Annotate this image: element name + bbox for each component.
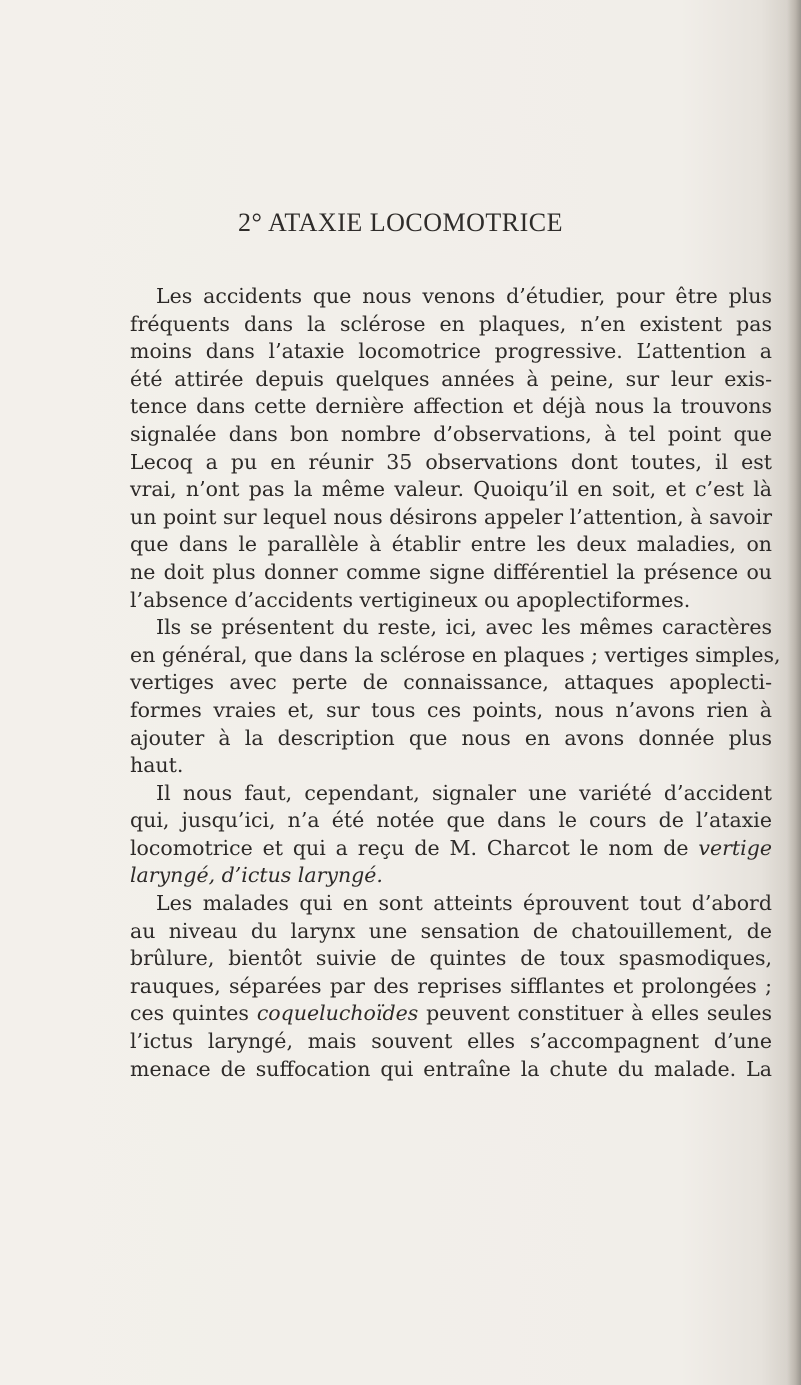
text-line-content: Ils se présentent du reste, ici, avec les mêmes caractères <box>156 615 772 640</box>
text-line-content: locomotrice et qui a reçu de M. Charcot le nom de <box>130 835 689 860</box>
italic-term: vertige <box>698 835 772 860</box>
text-line-content: en général, que dans la sclérose en plaques ; vertiges simples, <box>130 642 781 667</box>
text-line-content: haut. <box>130 753 184 778</box>
text-line-content: que dans le parallèle à établir entre les deux maladies, on <box>130 532 772 557</box>
text-line-content: un point sur lequel nous désirons appeler l’attention, à savoir <box>130 504 772 529</box>
text-line-content: peuvent constituer à elles seules <box>426 1001 772 1026</box>
section-heading: 2° ATAXIE LOCOMOTRICE <box>237 208 564 237</box>
text-line-content: vertiges avec perte de connaissance, attaques apoplecti- <box>130 670 772 695</box>
text-line <box>130 614 772 642</box>
text-line <box>130 338 772 366</box>
text-line <box>130 780 772 808</box>
text-line-content: ces quintes <box>130 1001 249 1026</box>
text-line-content: Les accidents que nous venons d’étudier, pour être plus <box>156 284 772 308</box>
text-line <box>130 697 772 725</box>
text-line <box>130 311 772 339</box>
text-line-content: qui, jusqu’ici, n’a été notée que dans le cours de l’ataxie <box>130 808 772 833</box>
text-line-content: formes vraies et, sur tous ces points, nous n’avons rien à <box>130 697 772 722</box>
text-line-content: Il nous faut, cependant, signaler une variété d’accident <box>156 780 772 805</box>
text-line <box>130 393 772 421</box>
text-line-content: l’absence d’accidents vertigineux ou apoplectiformes. <box>130 587 691 612</box>
text-line <box>130 642 781 670</box>
text-line <box>130 1056 772 1084</box>
text-line <box>130 725 772 753</box>
text-line-content: moins dans l’ataxie locomotrice progressive. L’attention a <box>130 339 772 364</box>
text-line <box>130 918 772 946</box>
text-line <box>130 1000 772 1028</box>
text-line-content: tence dans cette dernière affection et déjà nous la trouvons <box>130 394 772 419</box>
text-line <box>130 835 772 863</box>
italic-term: coqueluchoïdes <box>256 1001 419 1026</box>
text-line <box>130 531 772 559</box>
text-line-content: Les malades qui en sont atteints éprouvent tout d’abord <box>156 891 772 916</box>
text-line-content: au niveau du larynx une sensation de chatouillement, de <box>130 918 772 943</box>
text-line-content: ajouter à la description que nous en avons donnée plus <box>130 725 772 750</box>
text-line <box>130 421 772 449</box>
text-line <box>130 862 772 890</box>
text-line <box>130 449 772 477</box>
text-line <box>130 283 772 311</box>
text-line <box>130 973 772 1001</box>
text-line <box>130 559 772 587</box>
text-line <box>130 945 772 973</box>
text-line <box>130 587 772 615</box>
text-line <box>130 752 772 780</box>
text-line <box>130 504 772 532</box>
text-line-content: ne doit plus donner comme signe différentiel la présence ou <box>130 559 772 584</box>
text-line-content: l’ictus laryngé, mais souvent elles s’accompagnent d’une <box>130 1029 772 1054</box>
text-line-content: vrai, n’ont pas la même valeur. Quoiqu’il en soit, et c’est là <box>130 477 772 502</box>
text-line <box>130 890 772 918</box>
text-line <box>130 1028 772 1056</box>
body-text <box>130 283 781 1083</box>
text-line-content: Lecoq a pu en réunir 35 observations dont toutes, il est <box>130 449 772 474</box>
text-line <box>130 476 772 504</box>
text-line-content: signalée dans bon nombre d’observations, à tel point que <box>130 421 772 446</box>
text-line-content: rauques, séparées par des reprises sifflantes et prolongées ; <box>130 973 772 998</box>
text-line-content: brûlure, bientôt suivie de quintes de toux spasmodiques, <box>130 946 772 971</box>
text-line <box>130 669 772 697</box>
text-line <box>130 807 772 835</box>
text-line-content: été attirée depuis quelques années à peine, sur leur exis- <box>130 366 772 391</box>
text-line-content: fréquents dans la sclérose en plaques, n’en existent pas <box>130 311 772 336</box>
italic-term: laryngé, d’ictus laryngé. <box>130 863 383 888</box>
text-line <box>130 366 772 394</box>
text-line-content: menace de suffocation qui entraîne la chute du malade. La <box>130 1056 772 1081</box>
